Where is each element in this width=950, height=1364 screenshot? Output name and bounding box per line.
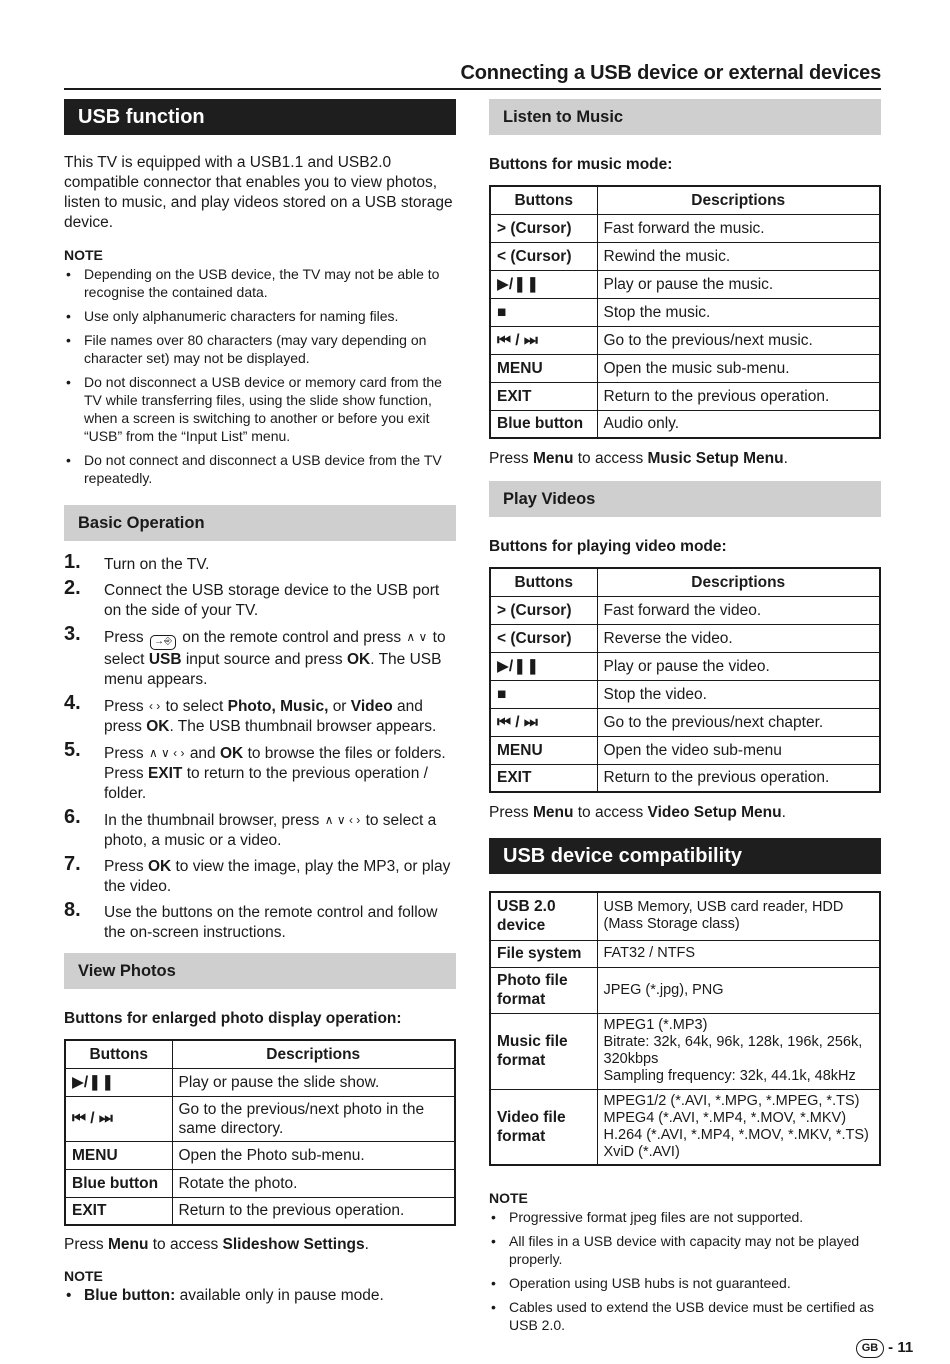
table-row bbox=[490, 940, 880, 967]
table-row bbox=[490, 298, 880, 326]
table-row bbox=[490, 270, 880, 298]
table-cell: Audio only. bbox=[597, 410, 880, 438]
step-item bbox=[64, 853, 456, 897]
view-photos-notes bbox=[64, 1286, 456, 1306]
step-text: OK bbox=[347, 651, 371, 668]
text: Menu bbox=[107, 1236, 149, 1253]
table-cell-key: Blue button bbox=[490, 410, 597, 438]
table-cell: Open the Photo sub-menu. bbox=[172, 1141, 455, 1169]
header-rule bbox=[64, 88, 881, 90]
basic-operation-heading: Basic Operation bbox=[64, 505, 456, 541]
step-text: Press bbox=[104, 698, 144, 715]
usb-function-note-title: NOTE bbox=[64, 247, 103, 263]
column-header: Buttons bbox=[65, 1040, 172, 1068]
page-number-text: - 11 bbox=[888, 1339, 914, 1356]
list-item bbox=[64, 1286, 456, 1306]
cursor-left-icon: < (Cursor) bbox=[490, 624, 597, 652]
table-row bbox=[65, 1068, 455, 1096]
step-number: 6. bbox=[64, 806, 81, 828]
step-item bbox=[64, 551, 456, 575]
play-pause-icon: ▶/❚❚ bbox=[490, 270, 597, 298]
table-cell: Play or pause the music. bbox=[597, 270, 880, 298]
step-text: Press bbox=[104, 858, 144, 875]
table-row bbox=[490, 326, 880, 354]
table-cell: Go to the previous/next music. bbox=[597, 326, 880, 354]
step-text: OK bbox=[147, 858, 172, 875]
table-cell: Return to the previous operation. bbox=[172, 1197, 455, 1225]
photo-buttons-table bbox=[64, 1039, 456, 1226]
listen-music-heading: Listen to Music bbox=[489, 99, 881, 135]
region-badge: GB bbox=[856, 1339, 884, 1358]
usb-compatibility-table bbox=[489, 891, 881, 1166]
step-item bbox=[64, 623, 456, 690]
table-cell: MPEG1/2 (*.AVI, *.MPG, *.MPEG, *.TS) MPEG4 (*.AVI, *.MP4, *.MOV, *.MKV) H.264 (*.AVI, *.MP4, *.MOV, *.MKV, *.TS) XviD (*.AVI) bbox=[597, 1089, 880, 1165]
step-text: OK bbox=[146, 718, 170, 735]
table-row bbox=[490, 1013, 880, 1089]
play-videos-subhead: Buttons for playing video mode: bbox=[489, 538, 727, 555]
step-number: 5. bbox=[64, 739, 81, 761]
play-pause-icon: ▶/❚❚ bbox=[490, 652, 597, 680]
table-row bbox=[490, 382, 880, 410]
text: Press bbox=[489, 450, 529, 467]
table-cell: Fast forward the music. bbox=[597, 214, 880, 242]
column-header: Buttons bbox=[490, 186, 597, 214]
text: Slideshow Settings bbox=[222, 1236, 365, 1253]
step-text: to select bbox=[165, 698, 224, 715]
table-row bbox=[490, 624, 880, 652]
table-cell: Go to the previous/next chapter. bbox=[597, 708, 880, 736]
column-header: Descriptions bbox=[597, 568, 880, 596]
list-item: • Use only alphanumeric characters for naming files. bbox=[64, 307, 456, 325]
step-text: or bbox=[332, 698, 347, 715]
step-text: Video bbox=[350, 698, 393, 715]
view-photos-subhead: Buttons for enlarged photo display operation: bbox=[64, 1010, 402, 1027]
step-text: input source and press bbox=[185, 651, 343, 668]
text: . bbox=[781, 804, 786, 821]
column-header: Descriptions bbox=[172, 1040, 455, 1068]
table-cell: Play or pause the video. bbox=[597, 652, 880, 680]
input-source-icon: →⎆ bbox=[150, 635, 176, 650]
step-text: In the thumbnail browser, press bbox=[104, 812, 320, 829]
table-row bbox=[490, 764, 880, 792]
usb-function-intro: This TV is equipped with a USB1.1 and USB2.0 compatible connector that enables you to view photos, listen to music, and play videos stored on a USB storage device. bbox=[64, 154, 453, 231]
skip-prev-next-icon: ⏮ / ⏭ bbox=[490, 326, 597, 354]
text: to access bbox=[152, 1236, 219, 1253]
step-text: OK bbox=[220, 745, 244, 762]
step-text: to select bbox=[104, 629, 446, 668]
compatibility-notes bbox=[489, 1208, 881, 1334]
up-down-arrows-icon: ∧ ∨ bbox=[406, 630, 428, 644]
table-cell: Play or pause the slide show. bbox=[172, 1068, 455, 1096]
step-text: to browse the files or folders. Press bbox=[104, 745, 446, 782]
text: Blue button: bbox=[84, 1287, 176, 1304]
text: available only in pause mode. bbox=[179, 1287, 384, 1304]
step-text: to select a photo, a music or a video. bbox=[104, 812, 437, 849]
basic-operation-steps bbox=[64, 551, 456, 943]
step-text: Press bbox=[104, 745, 144, 762]
table-cell-key: Photo file format bbox=[490, 967, 597, 1013]
cursor-right-icon: > (Cursor) bbox=[490, 214, 597, 242]
list-item: • All files in a USB device with capacity may not be played properly. bbox=[489, 1232, 881, 1268]
usb-function-heading: USB function bbox=[64, 99, 456, 135]
step-number: 7. bbox=[64, 853, 81, 875]
cursor-left-icon: < (Cursor) bbox=[490, 242, 597, 270]
table-cell: Go to the previous/next photo in the same directory. bbox=[172, 1096, 455, 1141]
table-row bbox=[490, 1089, 880, 1165]
stop-icon: ■ bbox=[490, 680, 597, 708]
step-number: 1. bbox=[64, 551, 81, 573]
table-row bbox=[490, 967, 880, 1013]
table-row bbox=[490, 214, 880, 242]
play-videos-heading: Play Videos bbox=[489, 481, 881, 517]
table-cell: Return to the previous operation. bbox=[597, 764, 880, 792]
table-cell-key: MENU bbox=[490, 354, 597, 382]
table-cell-key: Video file format bbox=[490, 1089, 597, 1165]
table-cell: Open the video sub-menu bbox=[597, 736, 880, 764]
table-cell-key: EXIT bbox=[490, 382, 597, 410]
stop-icon: ■ bbox=[490, 298, 597, 326]
step-text: . The USB menu appears. bbox=[104, 651, 442, 688]
video-buttons-table bbox=[489, 567, 881, 793]
text: to access bbox=[577, 804, 644, 821]
step-number: 2. bbox=[64, 577, 81, 599]
list-item: • Depending on the USB device, the TV may not be able to recognise the contained data. bbox=[64, 265, 456, 301]
step-item bbox=[64, 899, 456, 943]
text: Menu bbox=[532, 804, 574, 821]
list-item: • Operation using USB hubs is not guaranteed. bbox=[489, 1274, 881, 1292]
skip-prev-next-icon: ⏮ / ⏭ bbox=[65, 1096, 172, 1141]
table-row bbox=[490, 354, 880, 382]
column-header: Descriptions bbox=[597, 186, 880, 214]
music-setup-line bbox=[489, 449, 881, 469]
skip-prev-next-icon: ⏮ / ⏭ bbox=[490, 708, 597, 736]
step-text: . The USB thumbnail browser appears. bbox=[169, 718, 437, 735]
step-item bbox=[64, 692, 456, 737]
listen-music-subhead: Buttons for music mode: bbox=[489, 156, 673, 173]
table-cell-key: USB 2.0 device bbox=[490, 892, 597, 940]
list-item: • File names over 80 characters (may vary depending on character set) may not be displayed. bbox=[64, 331, 456, 367]
table-cell-key: File system bbox=[490, 940, 597, 967]
text: Press bbox=[64, 1236, 104, 1253]
usb-function-notes bbox=[64, 265, 456, 487]
step-number: 8. bbox=[64, 899, 81, 921]
text: Video Setup Menu bbox=[647, 804, 782, 821]
text: Music Setup Menu bbox=[647, 450, 784, 467]
music-buttons-table bbox=[489, 185, 881, 439]
table-row bbox=[490, 242, 880, 270]
table-cell: MPEG1 (*.MP3) Bitrate: 32k, 64k, 96k, 128k, 196k, 256k, 320kbps Sampling frequency: 32k, 44.1k, 48kHz bbox=[597, 1013, 880, 1089]
table-cell: JPEG (*.jpg), PNG bbox=[597, 967, 880, 1013]
table-row bbox=[65, 1141, 455, 1169]
left-right-arrows-icon: ‹ › bbox=[148, 699, 161, 713]
step-number: 3. bbox=[64, 623, 81, 645]
step-number: 4. bbox=[64, 692, 81, 714]
right-column bbox=[489, 99, 881, 1334]
step-text: and press bbox=[104, 698, 423, 735]
step-text: and bbox=[189, 745, 216, 762]
compatibility-note-title: NOTE bbox=[489, 1190, 528, 1206]
table-cell-key: MENU bbox=[65, 1141, 172, 1169]
step-text: EXIT bbox=[147, 765, 183, 782]
text: to access bbox=[577, 450, 644, 467]
table-cell: Open the music sub-menu. bbox=[597, 354, 880, 382]
step-text: Press bbox=[104, 629, 144, 646]
step-text: Connect the USB storage device to the USB port on the side of your TV. bbox=[104, 582, 440, 619]
step-item bbox=[64, 739, 456, 804]
table-cell: Reverse the video. bbox=[597, 624, 880, 652]
table-header-row bbox=[65, 1040, 455, 1068]
table-cell-key: Blue button bbox=[65, 1169, 172, 1197]
table-cell: USB Memory, USB card reader, HDD (Mass Storage class) bbox=[597, 892, 880, 940]
direction-arrows-icon: ∧ ∨ ‹ › bbox=[324, 813, 361, 827]
table-header-row bbox=[490, 568, 880, 596]
page-title: Connecting a USB device or external devices bbox=[460, 62, 881, 84]
table-row bbox=[490, 596, 880, 624]
left-column bbox=[64, 99, 456, 1306]
table-row bbox=[490, 708, 880, 736]
table-row bbox=[65, 1197, 455, 1225]
table-cell-key: EXIT bbox=[65, 1197, 172, 1225]
view-photos-heading: View Photos bbox=[64, 953, 456, 989]
play-pause-icon: ▶/❚❚ bbox=[65, 1068, 172, 1096]
usb-compatibility-heading: USB device compatibility bbox=[489, 838, 881, 874]
table-cell: Stop the music. bbox=[597, 298, 880, 326]
table-row bbox=[490, 652, 880, 680]
step-text: Turn on the TV. bbox=[104, 556, 210, 573]
list-item: • Progressive format jpeg files are not supported. bbox=[489, 1208, 881, 1226]
table-cell: Stop the video. bbox=[597, 680, 880, 708]
table-cell-key: EXIT bbox=[490, 764, 597, 792]
table-row bbox=[490, 892, 880, 940]
text: Menu bbox=[532, 450, 574, 467]
table-row bbox=[490, 410, 880, 438]
step-text: to return to the previous operation / folder. bbox=[104, 765, 428, 802]
table-header-row bbox=[490, 186, 880, 214]
step-text: on the remote control and press bbox=[182, 629, 402, 646]
table-cell: Return to the previous operation. bbox=[597, 382, 880, 410]
list-item: • Do not connect and disconnect a USB device from the TV repeatedly. bbox=[64, 451, 456, 487]
slideshow-settings-line bbox=[64, 1235, 456, 1255]
table-cell: FAT32 / NTFS bbox=[597, 940, 880, 967]
view-photos-note-title: NOTE bbox=[64, 1268, 103, 1284]
table-cell: Fast forward the video. bbox=[597, 596, 880, 624]
step-item bbox=[64, 577, 456, 621]
table-cell-key: Music file format bbox=[490, 1013, 597, 1089]
table-cell: Rewind the music. bbox=[597, 242, 880, 270]
direction-arrows-icon: ∧ ∨ ‹ › bbox=[148, 746, 185, 760]
table-cell-key: MENU bbox=[490, 736, 597, 764]
list-item: • Cables used to extend the USB device must be certified as USB 2.0. bbox=[489, 1298, 881, 1334]
step-text: USB bbox=[148, 651, 182, 668]
step-text: Use the buttons on the remote control and follow the on-screen instructions. bbox=[104, 904, 438, 941]
step-text: to view the image, play the MP3, or play the video. bbox=[104, 858, 451, 895]
step-item bbox=[64, 806, 456, 851]
list-item: • Do not disconnect a USB device or memory card from the TV while transferring files, using the slide show function, when a screen is switching to another or before you exit “USB” from the “Input List” menu. bbox=[64, 373, 456, 445]
text: . bbox=[364, 1236, 369, 1253]
table-row bbox=[490, 736, 880, 764]
table-row bbox=[490, 680, 880, 708]
column-header: Buttons bbox=[490, 568, 597, 596]
video-setup-line bbox=[489, 803, 881, 823]
cursor-right-icon: > (Cursor) bbox=[490, 596, 597, 624]
step-text: Photo, Music, bbox=[227, 698, 329, 715]
table-row bbox=[65, 1169, 455, 1197]
table-cell: Rotate the photo. bbox=[172, 1169, 455, 1197]
text: Press bbox=[489, 804, 529, 821]
page-number bbox=[856, 1339, 913, 1358]
text: . bbox=[783, 450, 788, 467]
table-row bbox=[65, 1096, 455, 1141]
